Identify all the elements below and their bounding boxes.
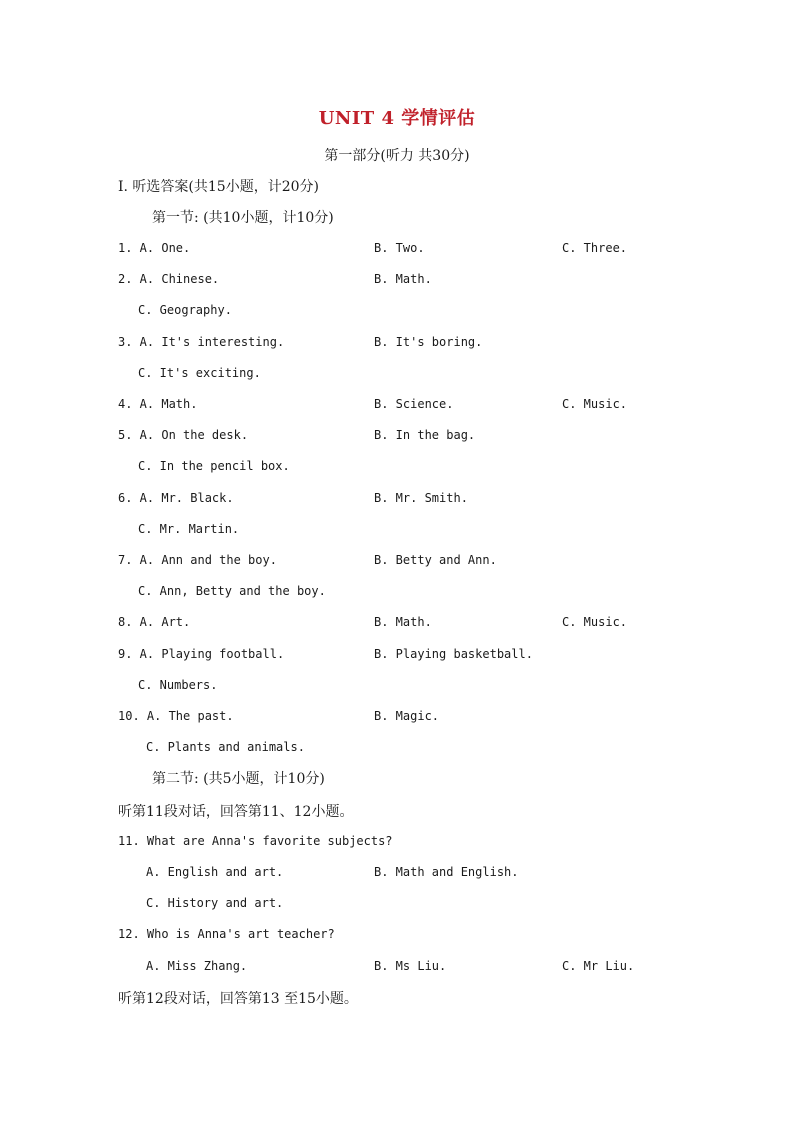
q7-option-a: 7. A. Ann and the boy. <box>118 553 277 567</box>
q12-option-a: A. Miss Zhang. <box>146 959 248 973</box>
part-subtitle: 第一部分(听力 共30分) <box>324 148 470 164</box>
q11-option-b: B. Math and English. <box>374 865 519 879</box>
part2-heading: 第二节: (共5小题，计10分) <box>152 771 325 787</box>
q2-option-a: 2. A. Chinese. <box>118 272 220 286</box>
q11-stem: 11. What are Anna's favorite subjects? <box>118 834 393 848</box>
q4-option-b: B. Science. <box>374 397 454 411</box>
q2-option-b: B. Math. <box>374 272 432 286</box>
q9-option-b: B. Playing basketball. <box>374 647 533 661</box>
q8-option-c: C. Music. <box>562 615 628 629</box>
q3-option-a: 3. A. It's interesting. <box>118 335 285 349</box>
section-heading: Ⅰ. 听选答案(共15小题，计20分) <box>118 179 319 195</box>
q8-option-b: B. Math. <box>374 615 432 629</box>
q1-option-b: B. Two. <box>374 241 425 255</box>
q8-option-a: 8. A. Art. <box>118 615 191 629</box>
q5-option-b: B. In the bag. <box>374 428 476 442</box>
part1-heading: 第一节: (共10小题，计10分) <box>152 210 334 226</box>
q5-option-c: C. In the pencil box. <box>138 459 290 473</box>
q10-option-a: 10. A. The past. <box>118 709 234 723</box>
dialog12-intro: 听第12段对话，回答第13 至15小题。 <box>118 991 358 1007</box>
q12-option-b: B. Ms Liu. <box>374 959 447 973</box>
q10-option-b: B. Magic. <box>374 709 440 723</box>
q4-option-c: C. Music. <box>562 397 628 411</box>
dialog11-intro: 听第11段对话，回答第11、12小题。 <box>118 804 354 820</box>
q10-option-c: C. Plants and animals. <box>146 740 305 754</box>
q3-option-c: C. It's exciting. <box>138 366 261 380</box>
q1-option-a: 1. A. One. <box>118 241 191 255</box>
q6-option-c: C. Mr. Martin. <box>138 522 240 536</box>
q6-option-a: 6. A. Mr. Black. <box>118 491 234 505</box>
q7-option-c: C. Ann, Betty and the boy. <box>138 584 326 598</box>
q1-option-c: C. Three. <box>562 241 628 255</box>
q11-option-c: C. History and art. <box>146 896 284 910</box>
q5-option-a: 5. A. On the desk. <box>118 428 249 442</box>
q2-option-c: C. Geography. <box>138 303 232 317</box>
q11-option-a: A. English and art. <box>146 865 284 879</box>
q9-option-c: C. Numbers. <box>138 678 218 692</box>
q9-option-a: 9. A. Playing football. <box>118 647 285 661</box>
q12-stem: 12. Who is Anna's art teacher? <box>118 927 335 941</box>
q3-option-b: B. It's boring. <box>374 335 483 349</box>
q4-option-a: 4. A. Math. <box>118 397 198 411</box>
q7-option-b: B. Betty and Ann. <box>374 553 497 567</box>
q12-option-c: C. Mr Liu. <box>562 959 635 973</box>
page-title: UNIT 4 学情评估 <box>318 108 476 129</box>
q6-option-b: B. Mr. Smith. <box>374 491 468 505</box>
